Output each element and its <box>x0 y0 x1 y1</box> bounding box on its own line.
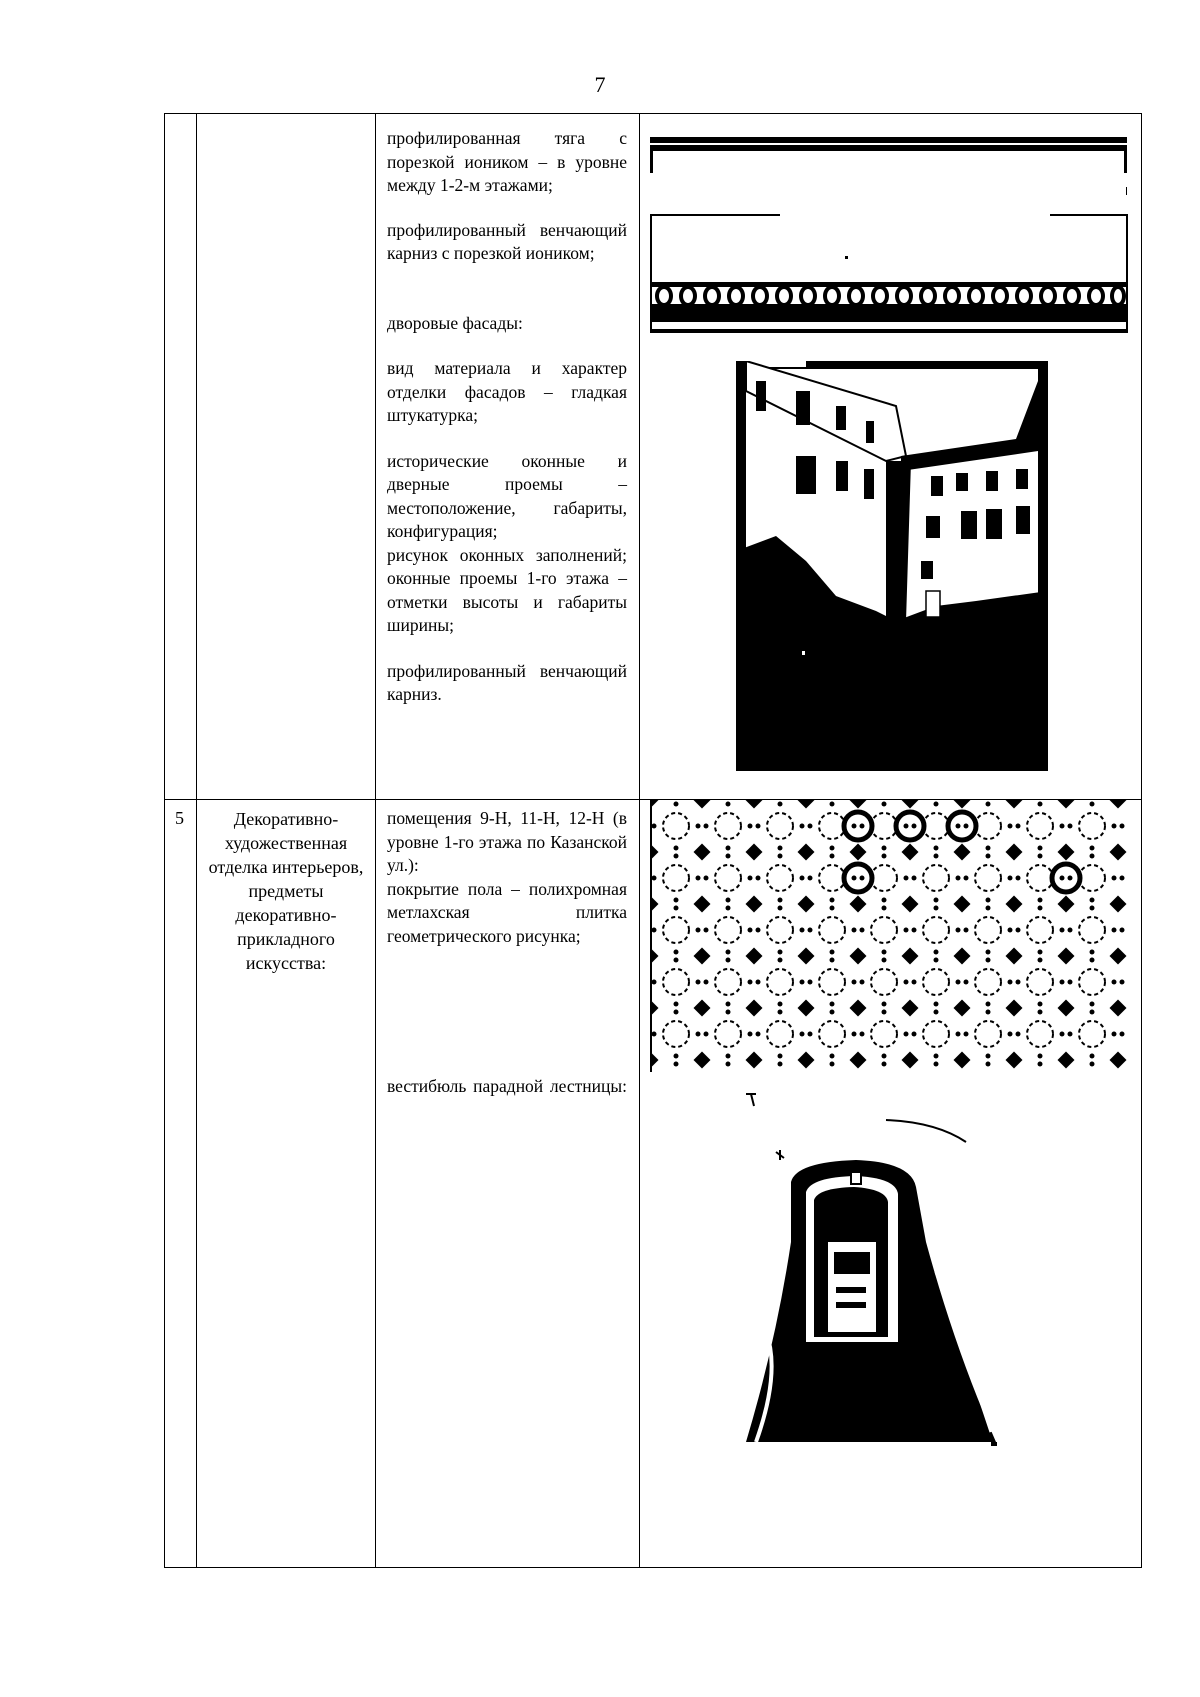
text-block-ionic-band: профилированная тяга с порезкой иоником – в уровне между 1-2-м этажами; <box>387 128 627 195</box>
text-block-premises: помещения 9-Н, 11-Н, 12-Н (в уровне 1-го этажа по Казанской ул.): <box>387 808 627 875</box>
floor-tile-photo <box>650 800 1128 1080</box>
ionic-band-photo <box>650 137 1127 197</box>
courtyard-facade-photo <box>736 361 1048 771</box>
text-block-crowning-cornice: профилированный венчающий карниз с порезкой иоником; <box>387 219 627 263</box>
table-row-5 <box>165 800 1142 1568</box>
text-block-window-fillings: рисунок оконных заполнений; <box>387 544 627 565</box>
monument-subject-table <box>164 113 1142 1568</box>
text-block-courtyard-cornice: профилированный венчающий карниз. <box>387 660 627 704</box>
text-block-courtyard-facades: дворовые фасады: <box>387 312 523 333</box>
text-block-floor-tiles: покрытие пола – полихромная метлахская плитка геометрического рисунка; <box>387 878 627 946</box>
title-cell-empty <box>197 114 376 800</box>
description-cell-interiors <box>376 800 640 1568</box>
photo-cell-interiors <box>640 800 1142 1568</box>
text-block-window-openings: исторические оконные и дверные проемы – местоположение, габариты, конфигурация; <box>387 450 627 541</box>
table-row-continued <box>165 114 1142 800</box>
description-cell <box>376 114 640 800</box>
text-block-vestibule: вестибюль парадной лестницы: <box>387 1076 627 1096</box>
vestibule-photo <box>736 1092 1046 1472</box>
text-block-ground-floor-openings: оконные проемы 1-го этажа – отметки высоты и габариты ширины; <box>387 568 627 635</box>
number-cell-empty <box>165 114 197 800</box>
row-number: 5 <box>165 800 197 1568</box>
photo-cell-facade <box>640 114 1142 800</box>
page-number: 7 <box>594 72 606 97</box>
crowning-cornice-photo <box>650 214 1128 334</box>
row-title: Декоративно-художественная отделка интерьеров, предметы декоративно-прикладного искусства: <box>197 800 376 1568</box>
text-block-facade-material: вид материала и характер отделки фасадов – гладкая штукатурка; <box>387 358 627 425</box>
